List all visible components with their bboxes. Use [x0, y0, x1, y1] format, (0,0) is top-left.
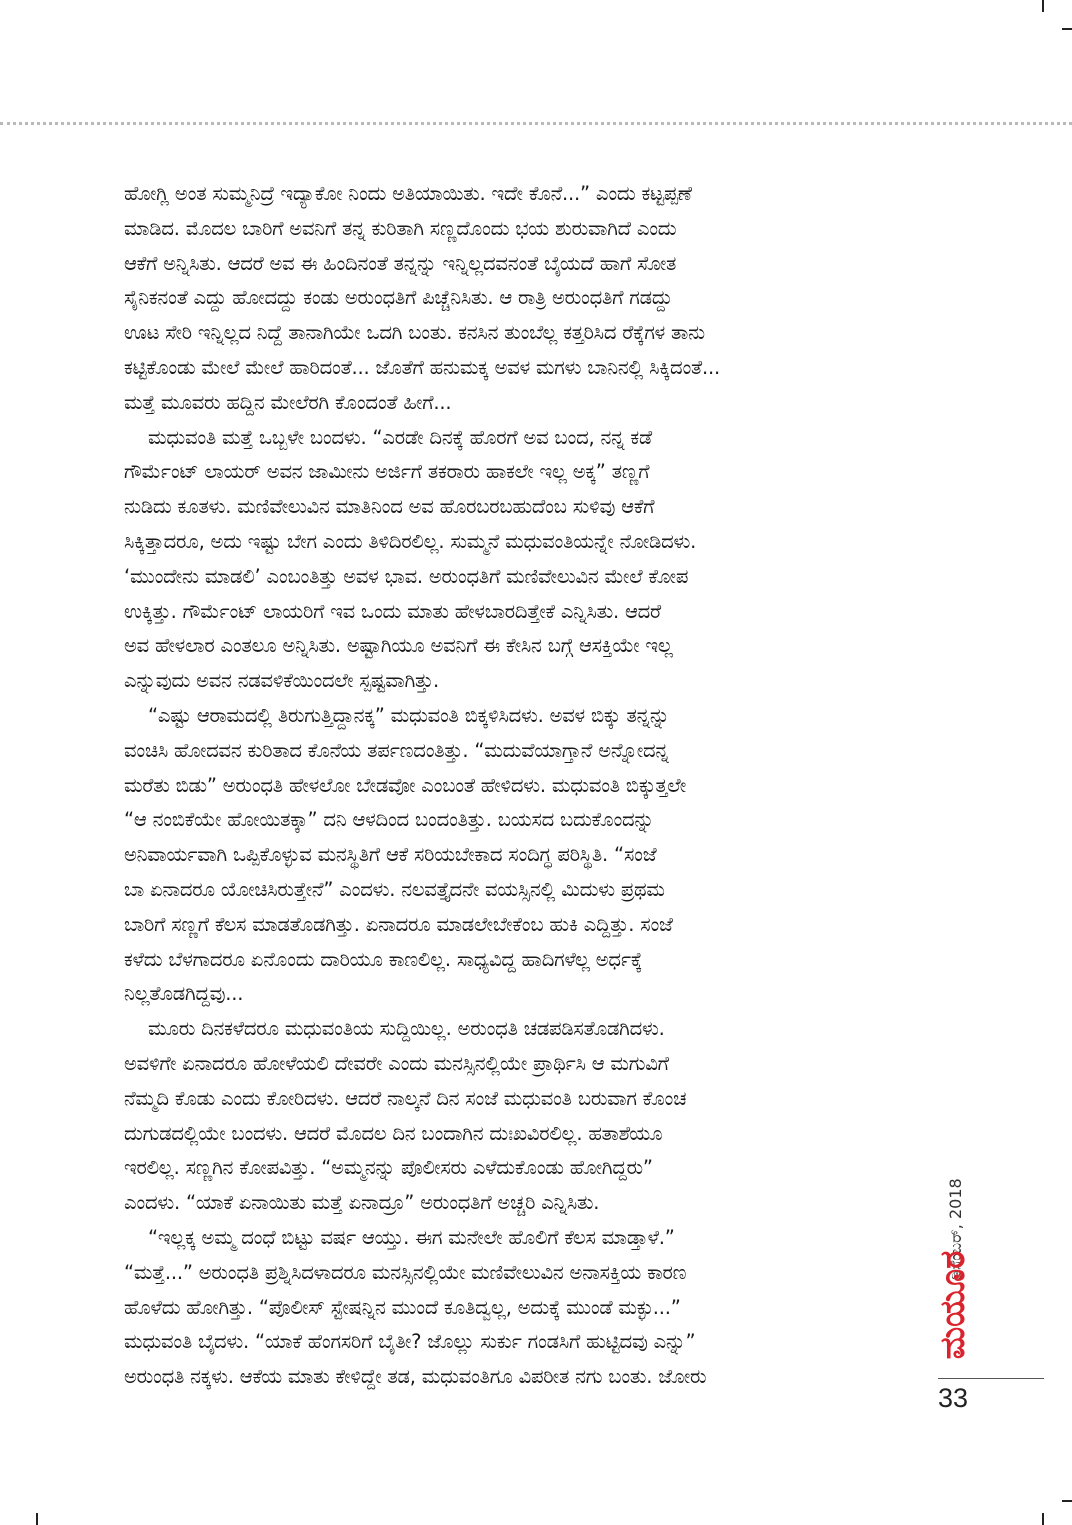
text-line: ನಿಲ್ಲತೊಡಗಿದ್ದವು...: [124, 982, 244, 1006]
text-line: ಸಿಕ್ಕಿತ್ತಾದರೂ, ಅದು ಇಷ್ಟು ಬೇಗ ಎಂದು ತಿಳಿದಿರಲಿಲ್ಲ. ಸುಮ್ಮನೆ ಮಧುವಂತಿಯನ್ನೇ ನೋಡಿದಳು.: [124, 529, 697, 553]
text-line: ಸೈನಿಕನಂತೆ ಎದ್ದು ಹೋದದ್ದು ಕಂಡು ಅರುಂಧತಿಗೆ ಪಿಚ್ಚೆನಿಸಿತು. ಆ ರಾತ್ರಿ ಅರುಂಧತಿಗೆ ಗಡದ್ದು: [124, 286, 673, 310]
paragraph: [124, 1256, 924, 1395]
text-line: ಮಾಡಿದ. ಮೊದಲ ಬಾರಿಗೆ ಅವನಿಗೆ ತನ್ನ ಕುರಿತಾಗಿ ಸಣ್ಣದೊಂದು ಭಯ ಶುರುವಾಗಿದೆ ಎಂದು: [124, 216, 677, 240]
text-line: ಮತ್ತೆ ಮೂವರು ಹದ್ದಿನ ಮೇಲೆರಗಿ ಕೊಂದಂತೆ ಹೀಗೆ...: [124, 390, 452, 414]
text-line: ಆಕೆಗೆ ಅನ್ನಿಸಿತು. ಆದರೆ ಅವ ಈ ಹಿಂದಿನಂತೆ ತನ್ನನ್ನು ಇನ್ನಿಲ್ಲದವನಂತೆ ಬೈಯದೆ ಹಾಗೆ ಸೋತ: [124, 251, 677, 275]
text-line: ಅನಿವಾರ್ಯವಾಗಿ ಒಪ್ಪಿಕೊಳ್ಳುವ ಮನಸ್ಥಿತಿಗೆ ಆಕೆ ಸರಿಯಬೇಕಾದ ಸಂದಿಗ್ಧ ಪರಿಸ್ಥಿತಿ. “ಸಂಜೆ: [124, 843, 657, 867]
magazine-logo: ಮಯೂರ: [933, 1250, 973, 1360]
page-number-rule: [938, 1378, 1044, 1379]
text-line: ನುಡಿದು ಕೂತಳು. ಮಣಿವೇಲುವಿನ ಮಾತಿನಿಂದ ಅವ ಹೊರಬರಬಹುದೆಂಬ ಸುಳಿವು ಆಕೆಗೆ: [124, 495, 655, 519]
text-line: “ಆ ನಂಬಿಕೆಯೇ ಹೋಯಿತಕ್ಕಾ” ದನಿ ಆಳದಿಂದ ಬಂದಂತಿತ್ತು. ಬಯಸದ ಬದುಕೊಂದನ್ನು: [124, 808, 654, 832]
crop-mark-bottom-left: [36, 1513, 38, 1525]
crop-mark-right-top: [1062, 28, 1072, 30]
text-line: ಕಳೆದು ಬೆಳಗಾದರೂ ಏನೊಂದು ದಾರಿಯೂ ಕಾಣಲಿಲ್ಲ. ಸಾಧ್ಯವಿದ್ದ ಹಾದಿಗಳೆಲ್ಲ ಅರ್ಧಕ್ಕೆ: [124, 947, 643, 971]
text-line: ಮರೆತು ಬಿಡು” ಅರುಂಧತಿ ಹೇಳಲೋ ಬೇಡವೋ ಎಂಬಂತೆ ಹೇಳಿದಳು. ಮಧುವಂತಿ ಬಿಕ್ಕುತ್ತಲೇ: [124, 773, 687, 797]
text-line: ಕಟ್ಟಿಕೊಂಡು ಮೇಲೆ ಮೇಲೆ ಹಾರಿದಂತೆ... ಜೊತೆಗೆ ಹನುಮಕ್ಕ ಅವಳ ಮಗಳು ಬಾನಿನಲ್ಲಿ ಸಿಕ್ಕಿದಂತೆ...: [124, 355, 720, 379]
text-line: ವಂಚಿಸಿ ಹೋದವನ ಕುರಿತಾದ ಕೊನೆಯ ತರ್ಪಣದಂತಿತ್ತು. “ಮದುವೆಯಾಗ್ತಾನೆ ಅನ್ನೋದನ್ನ: [124, 738, 669, 762]
text-line: “ಎಷ್ಟು ಆರಾಮದಲ್ಲಿ ತಿರುಗುತ್ತಿದ್ದಾನಕ್ಕ” ಮಧುವಂತಿ ಬಿಕ್ಕಳಿಸಿದಳು. ಅವಳ ಬಿಕ್ಕು ತನ್ನನ್ನು: [148, 703, 670, 727]
text-line: ಇರಲಿಲ್ಲ. ಸಣ್ಣಗಿನ ಕೋಪವಿತ್ತು. “ಅಮ್ಮನನ್ನು ಪೊಲೀಸರು ಎಳೆದುಕೊಂಡು ಹೋಗಿದ್ದರು”: [124, 1156, 653, 1180]
text-line: “ಇಲ್ಲಕ್ಕ ಅಮ್ಮ ದಂಧೆ ಬಿಟ್ಟು ವರ್ಷ ಆಯ್ತು. ಈಗ ಮನೇಲೇ ಹೊಲಿಗೆ ಕೆಲಸ ಮಾಡ್ತಾಳೆ.”: [148, 1225, 675, 1249]
crop-mark-top-right: [1042, 0, 1044, 12]
text-line: ಬಾ ಏನಾದರೂ ಯೋಚಿಸಿರುತ್ತೇನೆ” ಎಂದಳು. ನಲವತ್ತೈದನೇ ವಯಸ್ಸಿನಲ್ಲಿ ಮಿದುಳು ಪ್ರಥಮ: [124, 877, 665, 901]
crop-mark-bottom-right: [1042, 1513, 1044, 1525]
text-line: ಉಕ್ಕಿತ್ತು. ಗೌರ್ಮೆಂಟ್ ಲಾಯರಿಗೆ ಇವ ಒಂದು ಮಾತು ಹೇಳಬಾರದಿತ್ತೇಕೆ ಎನ್ನಿಸಿತು. ಆದರೆ: [124, 599, 661, 623]
page-number: 33: [938, 1383, 969, 1413]
text-line: ದುಗುಡದಲ್ಲಿಯೇ ಬಂದಳು. ಆದರೆ ಮೊದಲ ದಿನ ಬಂದಾಗಿನ ದುಃಖವಿರಲಿಲ್ಲ. ಹತಾಶೆಯೂ: [124, 1121, 663, 1145]
paragraph: [124, 1012, 924, 1221]
text-line: ಮಧುವಂತಿ ಮತ್ತೆ ಒಬ್ಬಳೇ ಬಂದಳು. “ಎರಡೇ ದಿನಕ್ಕೆ ಹೊರಗೆ ಅವ ಬಂದ, ನನ್ನ ಕಡೆ: [148, 425, 652, 449]
text-line: ಊಟ ಸೇರಿ ಇನ್ನಿಲ್ಲದ ನಿದ್ದೆ ತಾನಾಗಿಯೇ ಒದಗಿ ಬಂತು. ಕನಸಿನ ತುಂಬೆಲ್ಲ ಕತ್ತರಿಸಿದ ರೆಕ್ಕೆಗಳ ತಾನು: [124, 321, 705, 345]
text-line: ಎಂದಳು. “ಯಾಕೆ ಏನಾಯಿತು ಮತ್ತೆ ಏನಾದ್ರೂ” ಅರುಂಧತಿಗೆ ಅಚ್ಚರಿ ಎನ್ನಿಸಿತು.: [124, 1191, 600, 1215]
text-line: ಮೂರು ದಿನಕಳೆದರೂ ಮಧುವಂತಿಯ ಸುದ್ದಿಯಿಲ್ಲ. ಅರುಂಧತಿ ಚಡಪಡಿಸತೊಡಗಿದಳು.: [148, 1017, 665, 1041]
article-body: [124, 177, 924, 1395]
text-line: ಗೌರ್ಮೆಂಟ್ ಲಾಯರ್ ಅವನ ಜಾಮೀನು ಅರ್ಜಿಗೆ ತಕರಾರು ಹಾಕಲೇ ಇಲ್ಲ ಅಕ್ಕ” ತಣ್ಣಗೆ: [124, 460, 650, 484]
text-line: ಹೊಳೆದು ಹೋಗಿತ್ತು. “ಪೊಲೀಸ್ ಸ್ಟೇಷನ್ನಿನ ಮುಂದೆ ಕೂತಿದ್ವಲ್ಲ, ಅದುಕ್ಕೆ ಮುಂಡೆ ಮಕ್ಳು...”: [124, 1295, 681, 1319]
header-dotted-rule: [0, 122, 1072, 125]
paragraph: [124, 699, 924, 1012]
text-line: ಎನ್ನುವುದು ಅವನ ನಡವಳಿಕೆಯಿಂದಲೇ ಸ್ಪಷ್ಟವಾಗಿತ್ತು.: [124, 669, 440, 693]
paragraph: [124, 421, 924, 699]
text-line: “ಮತ್ತೆ...” ಅರುಂಧತಿ ಪ್ರಶ್ನಿಸಿದಳಾದರೂ ಮನಸ್ಸಿನಲ್ಲಿಯೇ ಮಣಿವೇಲುವಿನ ಅನಾಸಕ್ತಿಯ ಕಾರಣ: [124, 1260, 687, 1284]
magazine-side-strip: [930, 1075, 975, 1375]
text-line: ‘ಮುಂದೇನು ಮಾಡಲಿ’ ಎಂಬಂತಿತ್ತು ಅವಳ ಭಾವ. ಅರುಂಧತಿಗೆ ಮಣಿವೇಲುವಿನ ಮೇಲೆ ಕೋಪ: [124, 564, 689, 588]
text-line: ಅರುಂಧತಿ ನಕ್ಕಳು. ಆಕೆಯ ಮಾತು ಕೇಳಿದ್ದೇ ತಡ, ಮಧುವಂತಿಗೂ ವಿಪರೀತ ನಗು ಬಂತು. ಜೋರು: [124, 1365, 707, 1389]
paragraph: [124, 177, 924, 421]
paragraph: [124, 1221, 924, 1256]
crop-mark-right-bottom: [1062, 1500, 1072, 1502]
text-line: ಬಾರಿಗೆ ಸಣ್ಣಗೆ ಕೆಲಸ ಮಾಡತೊಡಗಿತ್ತು. ಏನಾದರೂ ಮಾಡಲೇಬೇಕೆಂಬ ಹುಕಿ ಎದ್ದಿತ್ತು. ಸಂಜೆ: [124, 912, 673, 936]
text-line: ಅವಳಿಗೇ ಏನಾದರೂ ಹೋಳೆಯಲಿ ದೇವರೇ ಎಂದು ಮನಸ್ಸಿನಲ್ಲಿಯೇ ಪ್ರಾರ್ಥಿಸಿ ಆ ಮಗುವಿಗೆ: [124, 1051, 669, 1075]
text-line: ಮಧುವಂತಿ ಬೈದಳು. “ಯಾಕೆ ಹೆಂಗಸರಿಗೆ ಬೈತೀ? ಜೊಲ್ಲು ಸುರ್ಕು ಗಂಡಸಿಗೆ ಹುಟ್ಟಿದವು ಎನ್ನು”: [124, 1330, 696, 1354]
text-line: ಅವ ಹೇಳಲಾರ ಎಂತಲೂ ಅನ್ನಿಸಿತು. ಅಷ್ಟಾಗಿಯೂ ಅವನಿಗೆ ಈ ಕೇಸಿನ ಬಗ್ಗೆ ಆಸಕ್ತಿಯೇ ಇಲ್ಲ: [124, 634, 673, 658]
issue-date: ಡಿಸೆಂಬರ್, 2018: [946, 1178, 965, 1280]
text-line: ಹೋಗ್ಲಿ ಅಂತ ಸುಮ್ಮನಿದ್ರೆ ಇದ್ಯಾಕೋ ನಿಂದು ಅತಿಯಾಯಿತು. ಇದೇ ಕೊನೆ...” ಎಂದು ಕಟ್ಟಪ್ಪಣೆ: [124, 182, 692, 205]
text-line: ನೆಮ್ಮದಿ ಕೊಡು ಎಂದು ಕೋರಿದಳು. ಆದರೆ ನಾಲ್ಕನೆ ದಿನ ಸಂಜೆ ಮಧುವಂತಿ ಬರುವಾಗ ಕೊಂಚ: [124, 1086, 687, 1110]
